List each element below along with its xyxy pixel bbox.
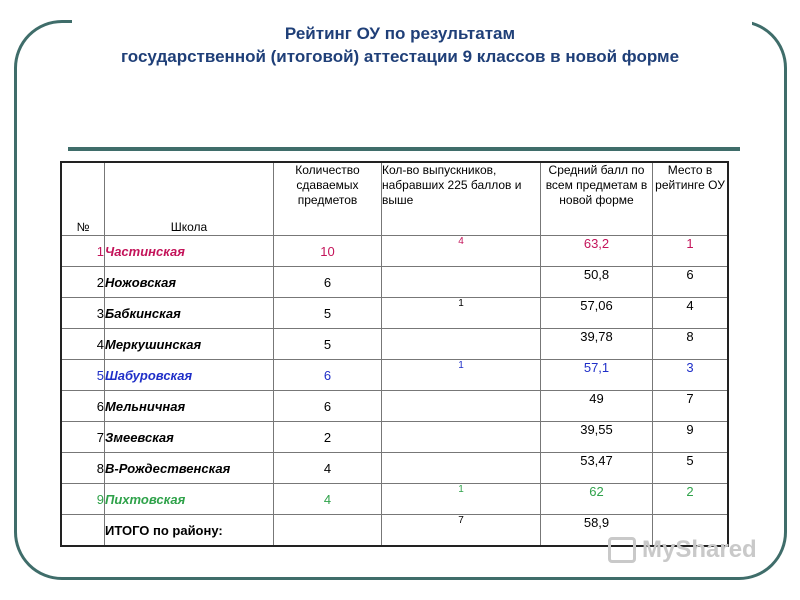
cell-place: 6 [653,267,729,298]
cell-place: 4 [653,298,729,329]
header-count: Количество сдаваемых предметов [274,162,382,236]
cell-school: Ножовская [105,267,274,298]
cell-no: 3 [61,298,105,329]
cell-avg: 39,55 [541,422,653,453]
cell-place: 8 [653,329,729,360]
cell-grads: 1 [382,298,541,329]
cell-grads: 1 [382,484,541,515]
rating-table [60,161,729,547]
header-school: Школа [105,162,274,236]
cell-count: 5 [274,329,382,360]
cell-place: 5 [653,453,729,484]
table-row [61,422,728,453]
cell-grads: 4 [382,236,541,267]
watermark-logo-icon [608,537,636,563]
cell-avg: 57,1 [541,360,653,391]
cell-count: 10 [274,236,382,267]
cell-count: 6 [274,391,382,422]
header-place: Место в рейтинге ОУ [653,162,729,236]
cell-no: 7 [61,422,105,453]
cell-count [274,515,382,547]
cell-place: 9 [653,422,729,453]
cell-no: 8 [61,453,105,484]
cell-place: 3 [653,360,729,391]
cell-no: 2 [61,267,105,298]
cell-count: 4 [274,484,382,515]
cell-grads [382,329,541,360]
header-avg: Средний балл по всем предметам в новой форме [541,162,653,236]
table-row [61,329,728,360]
cell-school: Меркушинская [105,329,274,360]
cell-avg: 63,2 [541,236,653,267]
cell-avg: 50,8 [541,267,653,298]
cell-count: 4 [274,453,382,484]
divider [68,147,740,151]
header-no: № [61,162,105,236]
table-row [61,298,728,329]
cell-count: 6 [274,267,382,298]
cell-no: 6 [61,391,105,422]
total-label: ИТОГО по району: [105,515,274,547]
header-row [61,162,728,236]
header-grads: Кол-во выпускников, набравших 225 баллов и выше [382,162,541,236]
table-row [61,391,728,422]
cell-grads [382,453,541,484]
title-line-2: государственной (итоговой) аттестации 9 классов в новой форме [120,47,680,66]
cell-grads [382,391,541,422]
table-row [61,267,728,298]
cell-school: Мельничная [105,391,274,422]
cell-count: 2 [274,422,382,453]
cell-avg: 49 [541,391,653,422]
cell-school: Пихтовская [105,484,274,515]
cell-no: 4 [61,329,105,360]
cell-place: 2 [653,484,729,515]
cell-no [61,515,105,547]
table-row [61,236,728,267]
cell-avg: 62 [541,484,653,515]
page-title [0,22,800,68]
cell-no: 5 [61,360,105,391]
table-row [61,453,728,484]
cell-place: 1 [653,236,729,267]
cell-school: Шабуровская [105,360,274,391]
watermark-text: MyShared [642,536,757,563]
cell-grads [382,267,541,298]
watermark [608,536,757,564]
title-line-1: Рейтинг ОУ по результатам [284,24,516,43]
cell-place: 7 [653,391,729,422]
cell-avg: 39,78 [541,329,653,360]
table-row [61,360,728,391]
cell-school: Частинская [105,236,274,267]
total-avg: 58,9 [541,515,653,547]
total-grads: 7 [382,515,541,547]
cell-avg: 53,47 [541,453,653,484]
cell-avg: 57,06 [541,298,653,329]
cell-no: 1 [61,236,105,267]
cell-count: 6 [274,360,382,391]
cell-school: Змеевская [105,422,274,453]
cell-school: Бабкинская [105,298,274,329]
cell-grads [382,422,541,453]
table-row [61,484,728,515]
cell-grads: 1 [382,360,541,391]
cell-no: 9 [61,484,105,515]
cell-school: В-Рождественская [105,453,274,484]
cell-count: 5 [274,298,382,329]
